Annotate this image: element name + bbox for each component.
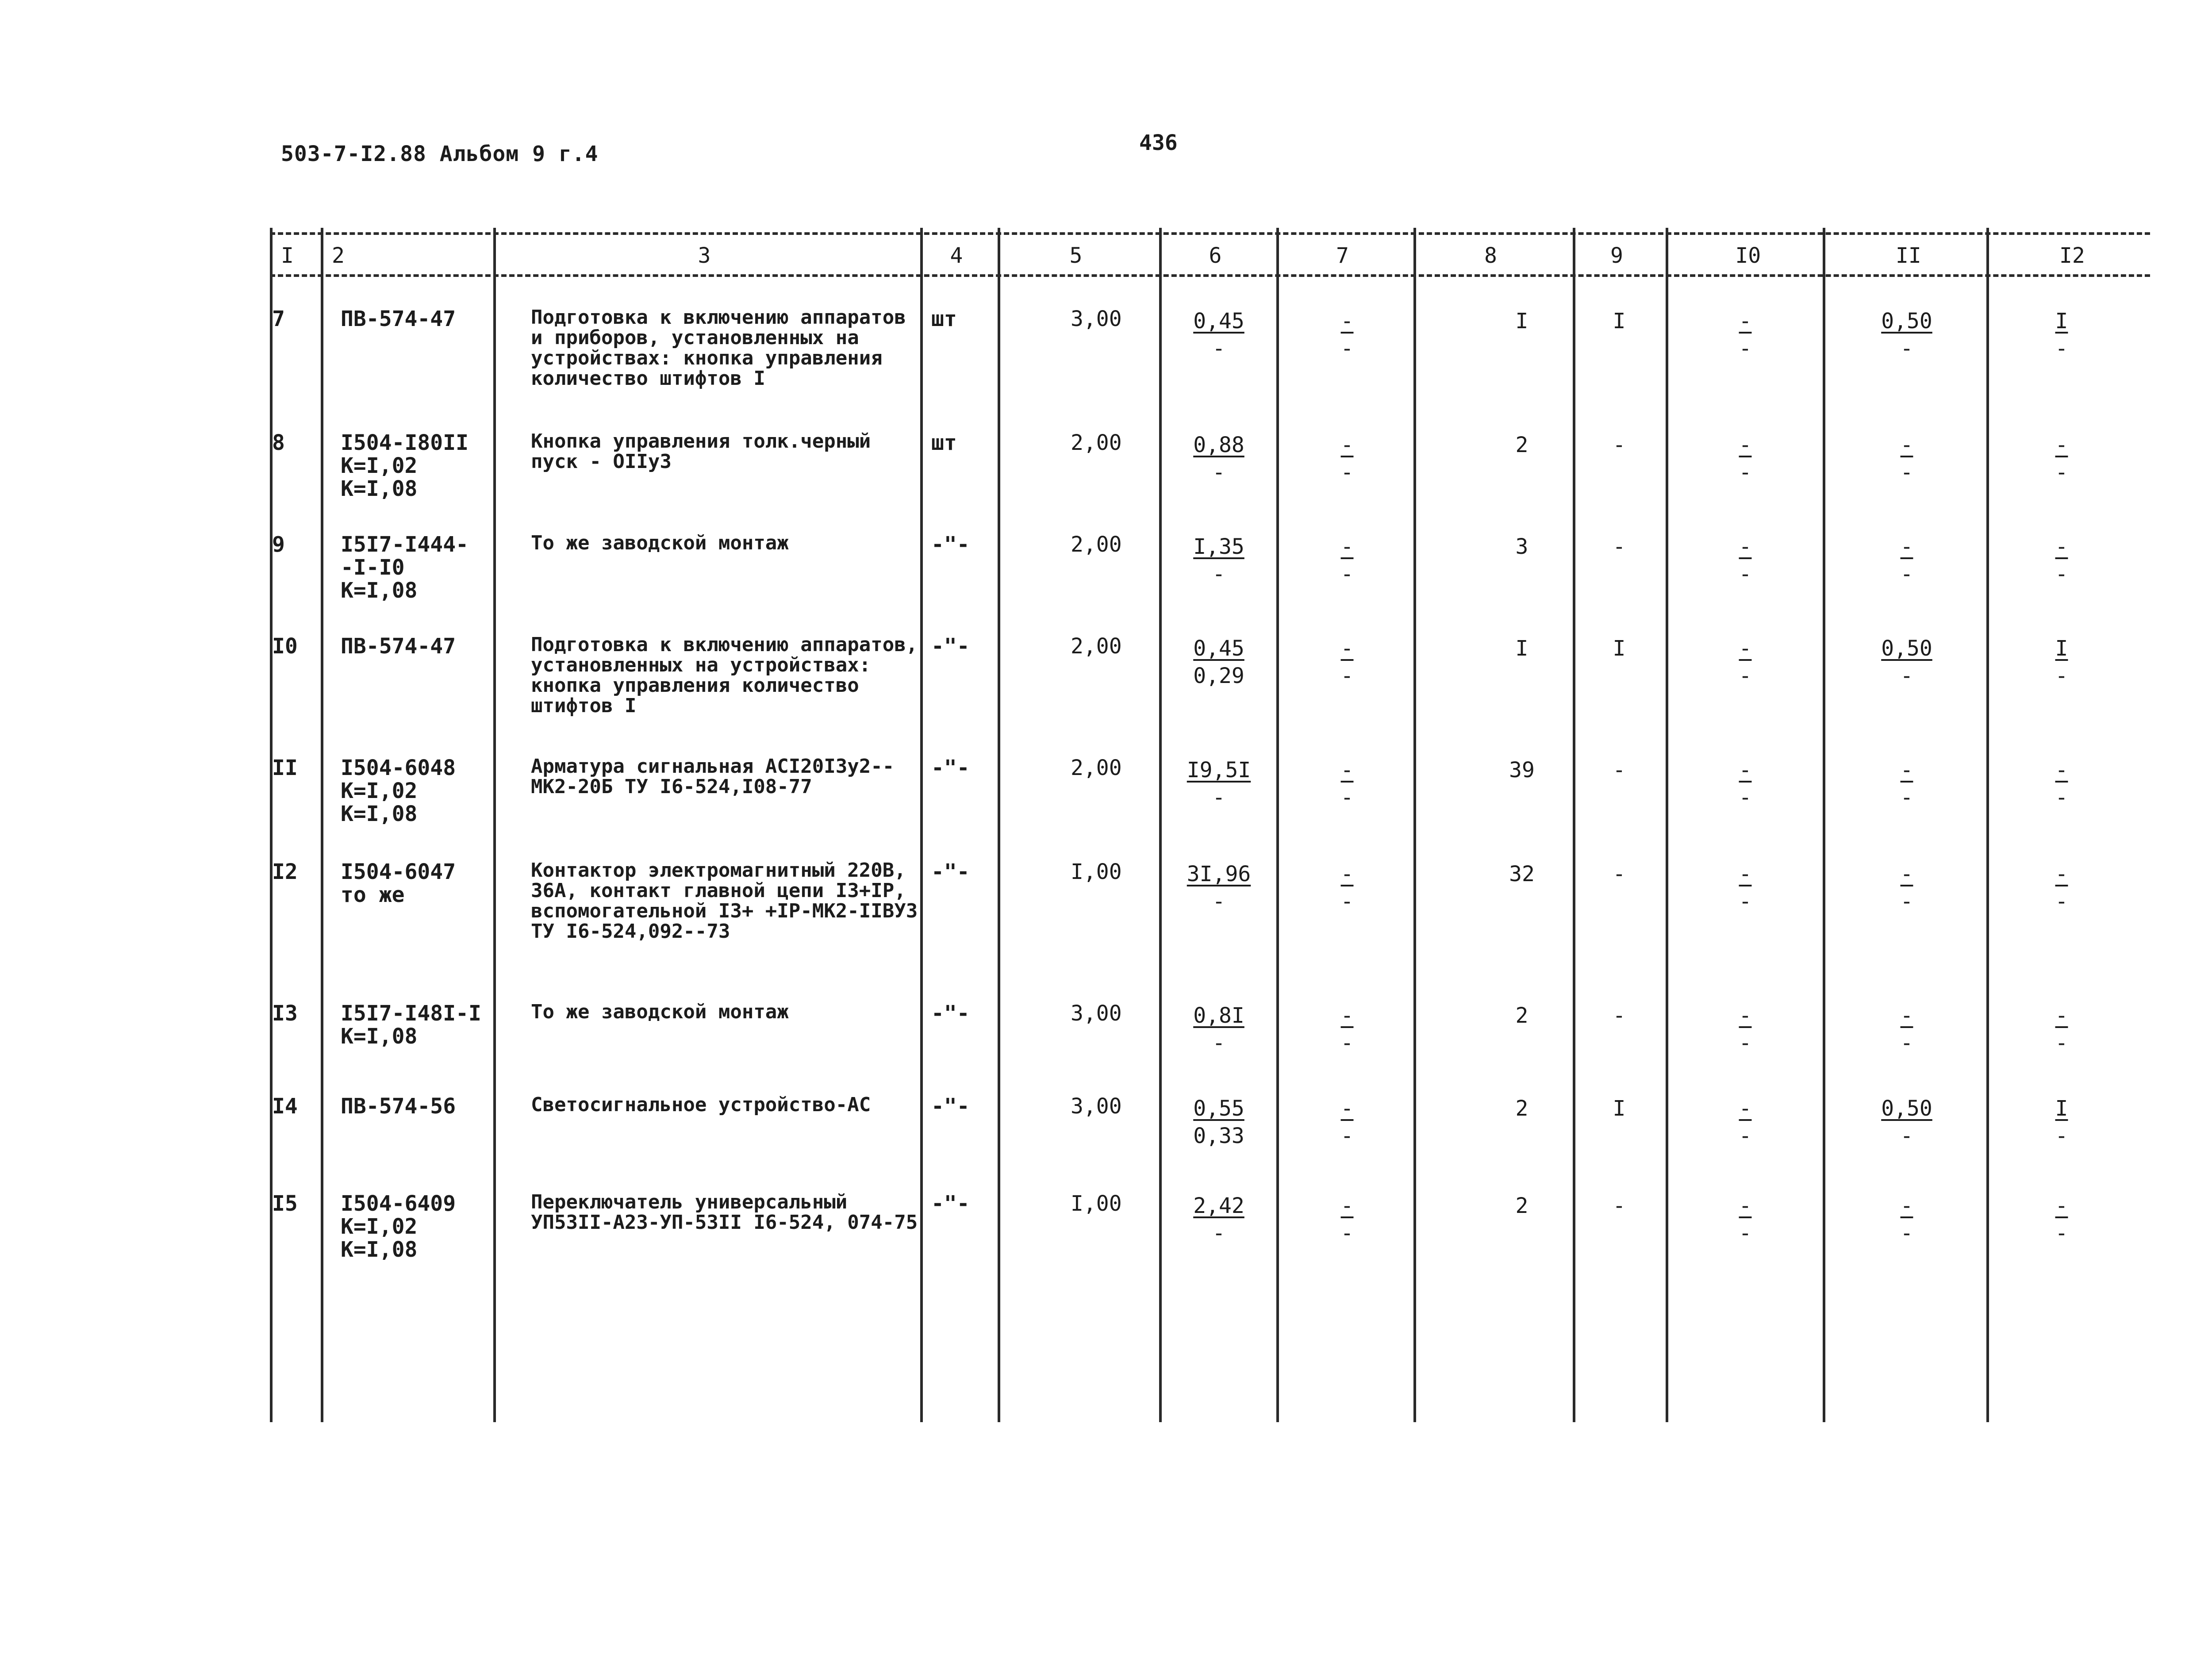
col7-value xyxy=(1307,1192,1387,1247)
col9-value: - xyxy=(1613,1193,1626,1218)
col11-value-top: 0,50 xyxy=(1881,1096,1932,1121)
col12-value-top: - xyxy=(2055,534,2068,559)
col12-value-bottom: - xyxy=(2055,664,2068,688)
column-rule xyxy=(1159,228,1162,1422)
col6-value xyxy=(1179,1002,1259,1057)
col7-value-bottom: - xyxy=(1340,1124,1354,1148)
quantity: I,00 xyxy=(1071,1191,1122,1216)
item-code: I5I7-I444- -I-I0 К=I,08 xyxy=(341,532,469,603)
col10-value xyxy=(1705,1095,1785,1150)
col6-value xyxy=(1179,635,1259,690)
col6-value-bottom: - xyxy=(1212,336,1225,361)
col10-value-bottom: - xyxy=(1739,664,1752,688)
col12-value-top: - xyxy=(2055,433,2068,457)
col10-value-top: - xyxy=(1739,758,1752,783)
col6-value-top: 0,55 xyxy=(1193,1096,1244,1121)
col12-value xyxy=(2022,1192,2101,1247)
col11-value-bottom: - xyxy=(1900,1221,1913,1246)
col12-value-bottom: - xyxy=(2055,460,2068,485)
col8-value: 32 xyxy=(1509,862,1535,886)
item-description: Светосигнальное устройство-АС xyxy=(531,1093,871,1116)
col6-value xyxy=(1179,756,1259,811)
col6-value xyxy=(1179,1192,1259,1247)
col12-value xyxy=(2022,431,2101,486)
col10-value xyxy=(1705,1192,1785,1247)
row-number: I2 xyxy=(272,859,298,884)
col7-value-top: - xyxy=(1340,1193,1354,1218)
quantity: 3,00 xyxy=(1071,307,1122,331)
column-rule xyxy=(998,228,1000,1422)
col11-value-top: - xyxy=(1900,1003,1913,1028)
col12-value xyxy=(2022,307,2101,362)
column-rule xyxy=(1276,228,1279,1422)
col6-value-top: 0,88 xyxy=(1193,433,1244,457)
col8-value: 2 xyxy=(1515,433,1528,457)
col10-value xyxy=(1705,307,1785,362)
header-bottom-rule xyxy=(270,274,2150,277)
item-code: I504-6048 К=I,02 К=I,08 xyxy=(341,756,456,826)
column-header: 8 xyxy=(1484,243,1497,268)
col6-value-bottom: - xyxy=(1212,1031,1225,1055)
col11-value xyxy=(1867,635,1947,690)
col6-value-top: 0,45 xyxy=(1193,309,1244,334)
col6-value xyxy=(1179,533,1259,588)
col10-value-top: - xyxy=(1739,1096,1752,1121)
column-header: I0 xyxy=(1735,243,1761,268)
col7-value-top: - xyxy=(1340,534,1354,559)
col10-value-top: - xyxy=(1739,862,1752,886)
col10-value xyxy=(1705,431,1785,486)
column-rule xyxy=(920,228,923,1422)
col12-value-bottom: - xyxy=(2055,1031,2068,1055)
col12-value-top: I xyxy=(2055,309,2068,334)
col11-value xyxy=(1867,431,1947,486)
col11-value-bottom: - xyxy=(1900,1031,1913,1055)
col12-value xyxy=(2022,860,2101,915)
col10-value-top: - xyxy=(1739,1193,1752,1218)
col6-value-top: 2,42 xyxy=(1193,1193,1244,1218)
column-header: I xyxy=(281,243,294,268)
unit: -"- xyxy=(931,634,970,659)
col12-value-bottom: - xyxy=(2055,336,2068,361)
item-description: Контактор электромагнитный 220В, 36А, контакт главной цепи I3+IР, вспомогательной I3+ +IР-МК2-IIВУ3 ТУ I6-524,092--73 xyxy=(531,859,918,943)
col11-value xyxy=(1867,860,1947,915)
quantity: I,00 xyxy=(1071,859,1122,884)
col12-value-bottom: - xyxy=(2055,1221,2068,1246)
column-header: 2 xyxy=(332,243,345,268)
unit: -"- xyxy=(931,1001,970,1026)
item-description: Арматура сигнальная АСI20I3у2--МК2-20Б ТУ I6-524,I08-77 xyxy=(531,755,895,798)
item-code: I504-I80II К=I,02 К=I,08 xyxy=(341,430,469,501)
col11-value-top: - xyxy=(1900,862,1913,886)
col11-value-top: - xyxy=(1900,758,1913,783)
col6-value-bottom: 0,33 xyxy=(1193,1124,1244,1148)
col11-value-top: - xyxy=(1900,433,1913,457)
col7-value-bottom: - xyxy=(1340,1221,1354,1246)
col8-value: I xyxy=(1515,309,1528,334)
row-number: I3 xyxy=(272,1001,298,1026)
unit: -"- xyxy=(931,859,970,884)
column-header: 3 xyxy=(698,243,711,268)
unit: -"- xyxy=(931,532,970,557)
item-code: ПВ-574-56 xyxy=(341,1094,456,1119)
col11-value xyxy=(1867,307,1947,362)
col11-value-bottom: - xyxy=(1900,1124,1913,1148)
column-header: 5 xyxy=(1069,243,1083,268)
header-top-rule xyxy=(270,232,2150,235)
unit: -"- xyxy=(931,1191,970,1216)
col8-value: 2 xyxy=(1515,1193,1528,1218)
unit: шт xyxy=(931,307,957,331)
row-number: II xyxy=(272,756,298,780)
col11-value xyxy=(1867,533,1947,588)
col6-value-top: 3I,96 xyxy=(1187,862,1251,886)
col11-value-bottom: - xyxy=(1900,562,1913,587)
col6-value-top: I,35 xyxy=(1193,534,1244,559)
column-header: 9 xyxy=(1610,243,1623,268)
col7-value xyxy=(1307,1002,1387,1057)
page-number: 436 xyxy=(1139,130,1178,155)
col10-value-top: - xyxy=(1739,433,1752,457)
col6-value-bottom: - xyxy=(1212,889,1225,914)
col11-value-bottom: - xyxy=(1900,336,1913,361)
row-number: 9 xyxy=(272,532,285,557)
col7-value-bottom: - xyxy=(1340,562,1354,587)
col12-value-bottom: - xyxy=(2055,1124,2068,1148)
col11-value-bottom: - xyxy=(1900,460,1913,485)
col7-value-bottom: - xyxy=(1340,889,1354,914)
col6-value-top: 0,8I xyxy=(1193,1003,1244,1028)
col10-value-bottom: - xyxy=(1739,1124,1752,1148)
column-rule xyxy=(1666,228,1668,1422)
col7-value xyxy=(1307,431,1387,486)
col11-value xyxy=(1867,756,1947,811)
column-header: 6 xyxy=(1209,243,1222,268)
row-number: I4 xyxy=(272,1094,298,1119)
col7-value xyxy=(1307,307,1387,362)
col12-value-bottom: - xyxy=(2055,785,2068,810)
col10-value xyxy=(1705,860,1785,915)
col12-value-top: - xyxy=(2055,862,2068,886)
item-description: То же заводской монтаж xyxy=(531,532,789,554)
quantity: 2,00 xyxy=(1071,756,1122,780)
column-rule xyxy=(1573,228,1575,1422)
col10-value-bottom: - xyxy=(1739,785,1752,810)
col7-value xyxy=(1307,1095,1387,1150)
col11-value xyxy=(1867,1095,1947,1150)
col7-value xyxy=(1307,635,1387,690)
item-code: ПВ-574-47 xyxy=(341,634,456,659)
col12-value xyxy=(2022,533,2101,588)
col10-value-top: - xyxy=(1739,309,1752,334)
item-description: Подготовка к включению аппаратов, установленных на устройствах: кнопка управления количество штифтов I xyxy=(531,633,918,717)
col12-value-top: - xyxy=(2055,1003,2068,1028)
col8-value: 2 xyxy=(1515,1096,1528,1121)
col7-value xyxy=(1307,756,1387,811)
unit: -"- xyxy=(931,1094,970,1119)
col10-value-bottom: - xyxy=(1739,1221,1752,1246)
col12-value xyxy=(2022,1095,2101,1150)
item-description: Кнопка управления толк.черный пуск - ОIIу3 xyxy=(531,430,871,473)
col11-value-top: 0,50 xyxy=(1881,636,1932,661)
row-number: I5 xyxy=(272,1191,298,1216)
col8-value: 3 xyxy=(1515,534,1528,559)
col11-value-top: - xyxy=(1900,1193,1913,1218)
column-rule xyxy=(1413,228,1416,1422)
col6-value-top: I9,5I xyxy=(1187,758,1251,783)
item-description: Подготовка к включению аппаратов и приборов, установленных на устройствах: кнопка управления количество штифтов I xyxy=(531,306,906,390)
col10-value-bottom: - xyxy=(1739,562,1752,587)
col10-value-bottom: - xyxy=(1739,336,1752,361)
col7-value-bottom: - xyxy=(1340,460,1354,485)
col6-value xyxy=(1179,307,1259,362)
item-code: I504-6409 К=I,02 К=I,08 xyxy=(341,1191,456,1262)
quantity: 2,00 xyxy=(1071,634,1122,659)
item-code: I504-6047 то же xyxy=(341,859,456,907)
col9-value: - xyxy=(1613,534,1626,559)
col11-value-top: - xyxy=(1900,534,1913,559)
document-code: 503-7-I2.88 Альбом 9 г.4 xyxy=(281,142,599,166)
col6-value-bottom: - xyxy=(1212,1221,1225,1246)
column-rule xyxy=(1986,228,1989,1422)
unit: -"- xyxy=(931,756,970,780)
col12-value-top: I xyxy=(2055,1096,2068,1121)
column-rule xyxy=(321,228,323,1422)
col10-value-bottom: - xyxy=(1739,460,1752,485)
col12-value-bottom: - xyxy=(2055,889,2068,914)
col7-value-bottom: - xyxy=(1340,336,1354,361)
col9-value: - xyxy=(1613,433,1626,457)
col6-value-top: 0,45 xyxy=(1193,636,1244,661)
row-number: 7 xyxy=(272,307,285,331)
col6-value-bottom: 0,29 xyxy=(1193,664,1244,688)
col12-value-bottom: - xyxy=(2055,562,2068,587)
col10-value-top: - xyxy=(1739,636,1752,661)
col12-value xyxy=(2022,1002,2101,1057)
col7-value-top: - xyxy=(1340,862,1354,886)
col6-value-bottom: - xyxy=(1212,562,1225,587)
col11-value-bottom: - xyxy=(1900,785,1913,810)
column-header: 4 xyxy=(950,243,963,268)
col12-value-top: - xyxy=(2055,1193,2068,1218)
col11-value xyxy=(1867,1192,1947,1247)
col10-value xyxy=(1705,635,1785,690)
col9-value: I xyxy=(1613,1096,1626,1121)
col7-value-top: - xyxy=(1340,758,1354,783)
col10-value-top: - xyxy=(1739,1003,1752,1028)
col7-value-top: - xyxy=(1340,636,1354,661)
col6-value xyxy=(1179,431,1259,486)
col7-value-bottom: - xyxy=(1340,1031,1354,1055)
col10-value-bottom: - xyxy=(1739,889,1752,914)
row-number: 8 xyxy=(272,430,285,455)
column-rule xyxy=(270,228,273,1422)
col9-value: - xyxy=(1613,1003,1626,1028)
row-number: I0 xyxy=(272,634,298,659)
col10-value-top: - xyxy=(1739,534,1752,559)
col6-value xyxy=(1179,860,1259,915)
specification-table xyxy=(270,228,2150,1444)
col7-value-top: - xyxy=(1340,309,1354,334)
col7-value-top: - xyxy=(1340,1003,1354,1028)
col7-value-top: - xyxy=(1340,1096,1354,1121)
col8-value: 2 xyxy=(1515,1003,1528,1028)
quantity: 2,00 xyxy=(1071,430,1122,455)
col7-value xyxy=(1307,533,1387,588)
col8-value: 39 xyxy=(1509,758,1535,783)
col6-value xyxy=(1179,1095,1259,1150)
col6-value-bottom: - xyxy=(1212,785,1225,810)
col7-value-bottom: - xyxy=(1340,785,1354,810)
quantity: 2,00 xyxy=(1071,532,1122,557)
quantity: 3,00 xyxy=(1071,1001,1122,1026)
col11-value-bottom: - xyxy=(1900,889,1913,914)
item-description: То же заводской монтаж xyxy=(531,1001,789,1023)
col9-value: I xyxy=(1613,636,1626,661)
col12-value-top: - xyxy=(2055,758,2068,783)
unit: шт xyxy=(931,430,957,455)
col11-value-top: 0,50 xyxy=(1881,309,1932,334)
column-header: 7 xyxy=(1336,243,1349,268)
col12-value-top: I xyxy=(2055,636,2068,661)
col11-value xyxy=(1867,1002,1947,1057)
col12-value xyxy=(2022,635,2101,690)
item-code: ПВ-574-47 xyxy=(341,307,456,331)
item-description: Переключатель универсальный УП53II-А23-УП-53II I6-524, 074-75 xyxy=(531,1191,918,1234)
quantity: 3,00 xyxy=(1071,1094,1122,1119)
column-rule xyxy=(1823,228,1825,1422)
col10-value-bottom: - xyxy=(1739,1031,1752,1055)
col9-value: I xyxy=(1613,309,1626,334)
col7-value-top: - xyxy=(1340,433,1354,457)
column-rule xyxy=(493,228,496,1422)
col12-value xyxy=(2022,756,2101,811)
col9-value: - xyxy=(1613,758,1626,783)
column-header: I2 xyxy=(2059,243,2085,268)
col11-value-bottom: - xyxy=(1900,664,1913,688)
col7-value-bottom: - xyxy=(1340,664,1354,688)
col7-value xyxy=(1307,860,1387,915)
col10-value xyxy=(1705,1002,1785,1057)
col8-value: I xyxy=(1515,636,1528,661)
column-header: II xyxy=(1896,243,1921,268)
col10-value xyxy=(1705,756,1785,811)
col6-value-bottom: - xyxy=(1212,460,1225,485)
col9-value: - xyxy=(1613,862,1626,886)
item-code: I5I7-I48I-I К=I,08 xyxy=(341,1001,481,1049)
col10-value xyxy=(1705,533,1785,588)
